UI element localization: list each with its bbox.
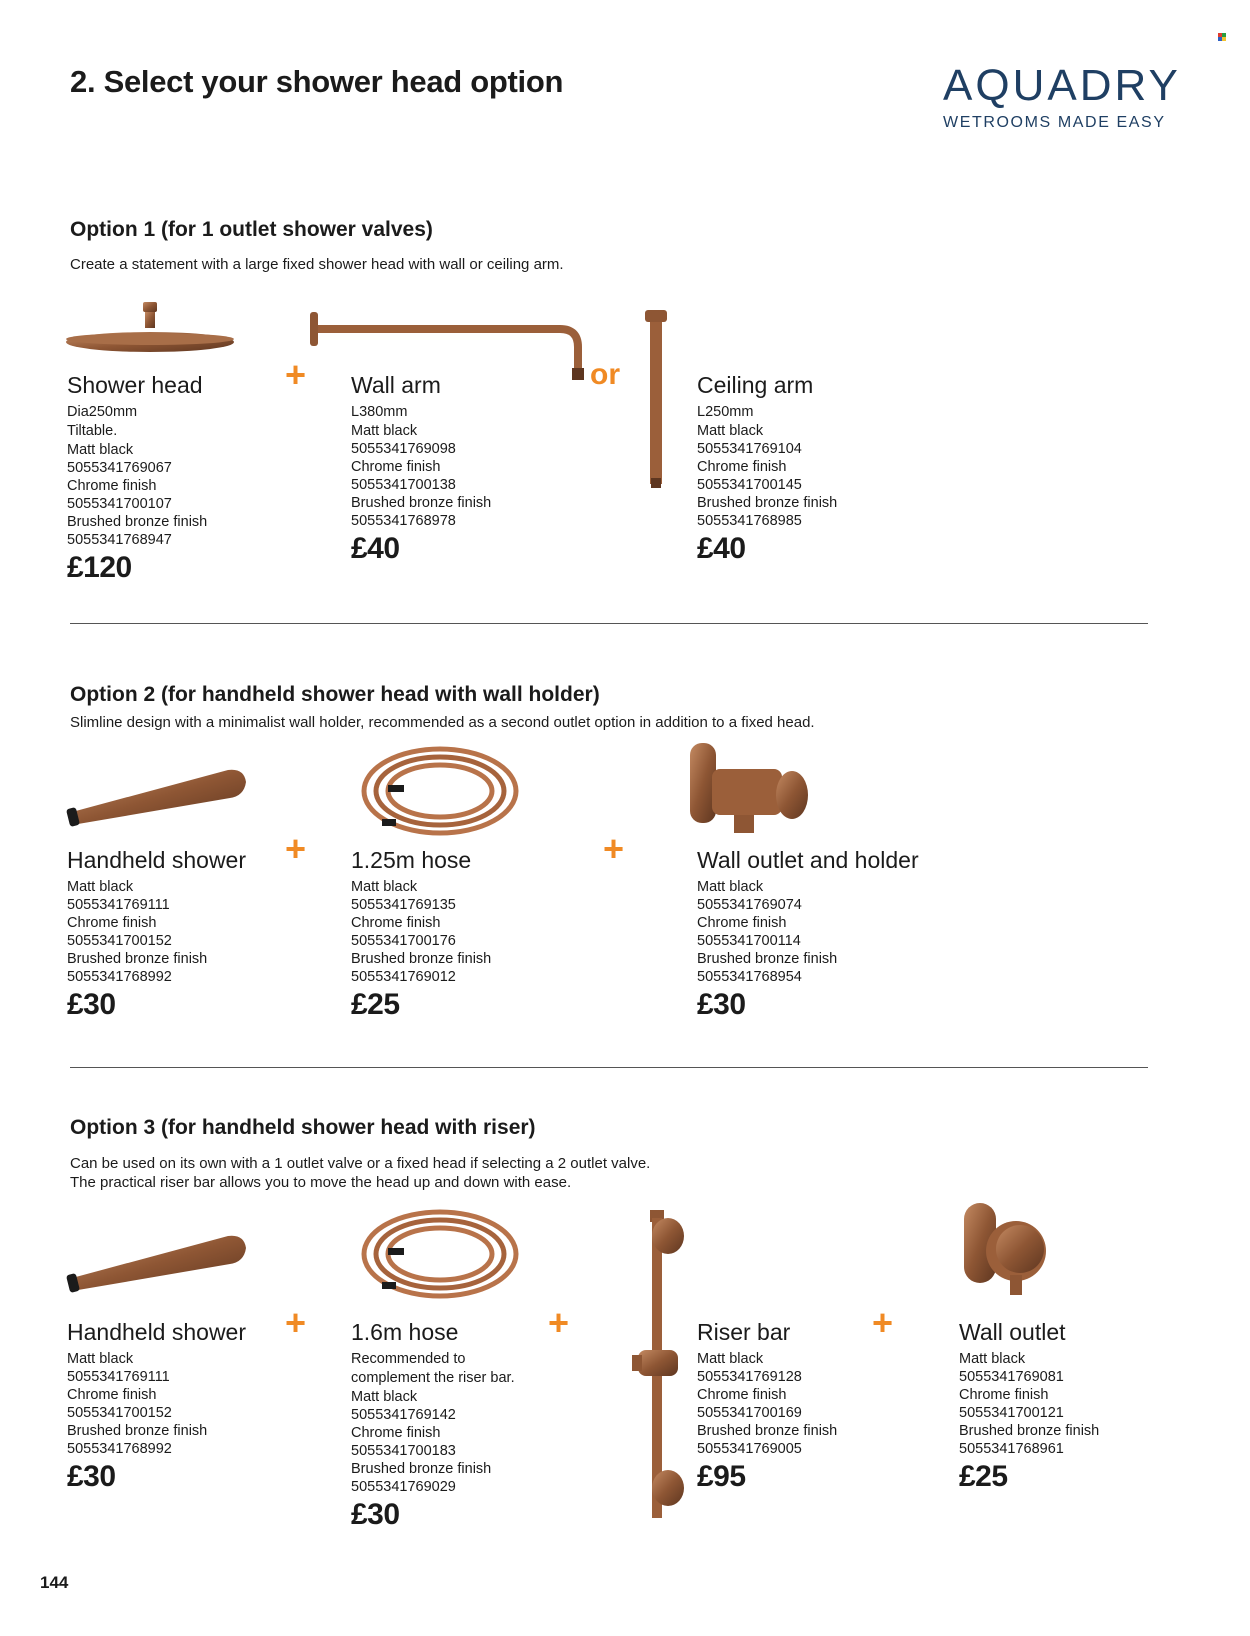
product-wall-outlet-holder: [697, 846, 997, 1022]
finish-label: Chrome finish: [351, 459, 441, 475]
product-code: 5055341769104: [697, 441, 802, 457]
brand-name: AQUADRY: [943, 61, 1181, 110]
plus-connector: +: [872, 1302, 894, 1343]
handheld-shower-image: [68, 1228, 248, 1294]
product-code: 5055341700169: [697, 1405, 802, 1421]
finish-label: Brushed bronze finish: [959, 1423, 1100, 1439]
finish-label: Matt black: [67, 879, 134, 895]
hose-coil-image: [360, 745, 520, 837]
finish-label: Matt black: [697, 423, 764, 439]
hose-coil-image: [360, 1208, 520, 1300]
product-spec: complement the riser bar.: [351, 1370, 515, 1386]
option2-description: Slimline design with a minimalist wall holder, recommended as a second outlet option in addition to a fixed head.: [70, 714, 815, 731]
option2-title: Option 2 (for handheld shower head with wall holder): [70, 683, 600, 706]
color-registration-icon: [1218, 33, 1226, 41]
finish-label: Brushed bronze finish: [67, 1423, 208, 1439]
option1-description: Create a statement with a large fixed shower head with wall or ceiling arm.: [70, 256, 564, 273]
product-price: £95: [697, 1460, 746, 1493]
product-name: Wall outlet: [959, 1319, 1066, 1345]
riser-bar-image: [632, 1210, 692, 1522]
plus-connector: +: [548, 1302, 570, 1343]
product-spec: L380mm: [351, 404, 408, 420]
product-code: 5055341700183: [351, 1443, 456, 1459]
product-code: 5055341700121: [959, 1405, 1064, 1421]
finish-label: Brushed bronze finish: [67, 514, 208, 530]
finish-label: Brushed bronze finish: [351, 495, 492, 511]
product-code: 5055341700176: [351, 933, 456, 949]
product-spec: L250mm: [697, 404, 754, 420]
finish-label: Brushed bronze finish: [697, 495, 838, 511]
product-code: 5055341768947: [67, 532, 172, 548]
product-code: 5055341769111: [67, 1369, 170, 1385]
finish-label: Matt black: [697, 879, 764, 895]
product-code: 5055341769098: [351, 441, 456, 457]
finish-label: Brushed bronze finish: [697, 951, 838, 967]
section-divider: [70, 623, 1148, 624]
plus-connector: +: [603, 828, 625, 869]
product-code: 5055341768992: [67, 1441, 172, 1457]
product-price: £30: [351, 1498, 400, 1531]
finish-label: Chrome finish: [67, 1387, 157, 1403]
product-code: 5055341700152: [67, 1405, 172, 1421]
product-code: 5055341769005: [697, 1441, 802, 1457]
product-name: Handheld shower: [67, 1319, 247, 1345]
product-code: 5055341769111: [67, 897, 170, 913]
product-code: 5055341769142: [351, 1407, 456, 1423]
product-shower-head: [67, 371, 317, 585]
product-name: 1.25m hose: [351, 847, 472, 873]
wall-outlet-image: [960, 1203, 1050, 1299]
product-spec: Tiltable.: [67, 423, 118, 439]
handheld-shower-image: [68, 762, 248, 828]
product-code: 5055341768961: [959, 1441, 1064, 1457]
finish-label: Chrome finish: [697, 459, 787, 475]
product-code: 5055341769081: [959, 1369, 1064, 1385]
option3-title: Option 3 (for handheld shower head with riser): [70, 1116, 536, 1139]
product-code: 5055341769029: [351, 1479, 456, 1495]
finish-label: Matt black: [67, 1351, 134, 1367]
product-price: £25: [959, 1460, 1008, 1493]
finish-label: Chrome finish: [959, 1387, 1049, 1403]
finish-label: Chrome finish: [351, 1425, 441, 1441]
product-name: 1.6m hose: [351, 1319, 459, 1345]
product-hose: [351, 1318, 601, 1532]
finish-label: Matt black: [959, 1351, 1026, 1367]
product-code: 5055341769012: [351, 969, 456, 985]
product-wall-outlet: [959, 1318, 1209, 1494]
product-code: 5055341700114: [697, 933, 801, 949]
finish-label: Brushed bronze finish: [67, 951, 208, 967]
product-price: £25: [351, 988, 400, 1021]
product-code: 5055341769135: [351, 897, 456, 913]
product-spec: Dia250mm: [67, 404, 138, 420]
product-name: Handheld shower: [67, 847, 247, 873]
plus-connector: +: [285, 828, 307, 869]
finish-label: Chrome finish: [67, 915, 157, 931]
product-code: 5055341769074: [697, 897, 802, 913]
product-code: 5055341768985: [697, 513, 802, 529]
or-connector: or: [590, 358, 620, 391]
product-name: Ceiling arm: [697, 372, 814, 398]
finish-label: Matt black: [697, 1351, 764, 1367]
product-name: Wall outlet and holder: [697, 847, 919, 873]
product-price: £40: [351, 532, 400, 565]
section-divider: [70, 1067, 1148, 1068]
plus-connector: +: [285, 1302, 307, 1343]
shower-head-image: [65, 300, 240, 356]
option1-title: Option 1 (for 1 outlet shower valves): [70, 218, 433, 241]
finish-label: Chrome finish: [67, 478, 157, 494]
product-code: 5055341700152: [67, 933, 172, 949]
product-code: 5055341769128: [697, 1369, 802, 1385]
finish-label: Matt black: [351, 879, 418, 895]
product-code: 5055341768954: [697, 969, 802, 985]
product-code: 5055341768978: [351, 513, 456, 529]
product-price: £40: [697, 532, 746, 565]
product-hose: [351, 846, 601, 1022]
product-ceiling-arm: [697, 371, 947, 566]
finish-label: Brushed bronze finish: [351, 1461, 492, 1477]
finish-label: Chrome finish: [697, 915, 787, 931]
finish-label: Matt black: [351, 1389, 418, 1405]
product-code: 5055341769067: [67, 460, 172, 476]
option3-description-line1: Can be used on its own with a 1 outlet valve or a fixed head if selecting a 2 outlet valve.: [70, 1155, 651, 1172]
product-wall-arm: [351, 371, 601, 566]
finish-label: Brushed bronze finish: [697, 1423, 838, 1439]
product-code: 5055341700107: [67, 496, 172, 512]
finish-label: Brushed bronze finish: [351, 951, 492, 967]
brand-logo: [943, 61, 1181, 132]
product-name: Riser bar: [697, 1319, 791, 1345]
plus-connector: +: [285, 354, 307, 395]
product-name: Wall arm: [351, 372, 441, 398]
product-code: 5055341700145: [697, 477, 802, 493]
product-price: £30: [67, 1460, 116, 1493]
product-code: 5055341768992: [67, 969, 172, 985]
finish-label: Matt black: [351, 423, 418, 439]
finish-label: Chrome finish: [351, 915, 441, 931]
product-handheld-shower: [67, 1318, 317, 1494]
option3-description-line2: The practical riser bar allows you to move the head up and down with ease.: [70, 1174, 572, 1191]
wall-outlet-holder-image: [690, 743, 820, 839]
product-spec: Recommended to: [351, 1351, 466, 1367]
ceiling-arm-image: [643, 310, 673, 490]
page-number: 144: [40, 1573, 69, 1592]
product-name: Shower head: [67, 372, 203, 398]
product-price: £30: [697, 988, 746, 1021]
brand-tagline: WETROOMS MADE EASY: [943, 114, 1166, 131]
finish-label: Matt black: [67, 442, 134, 458]
product-price: £120: [67, 551, 132, 584]
product-code: 5055341700138: [351, 477, 456, 493]
finish-label: Chrome finish: [697, 1387, 787, 1403]
page-title: 2. Select your shower head option: [70, 64, 564, 99]
product-handheld-shower: [67, 846, 317, 1022]
product-riser-bar: [697, 1318, 947, 1494]
product-price: £30: [67, 988, 116, 1021]
